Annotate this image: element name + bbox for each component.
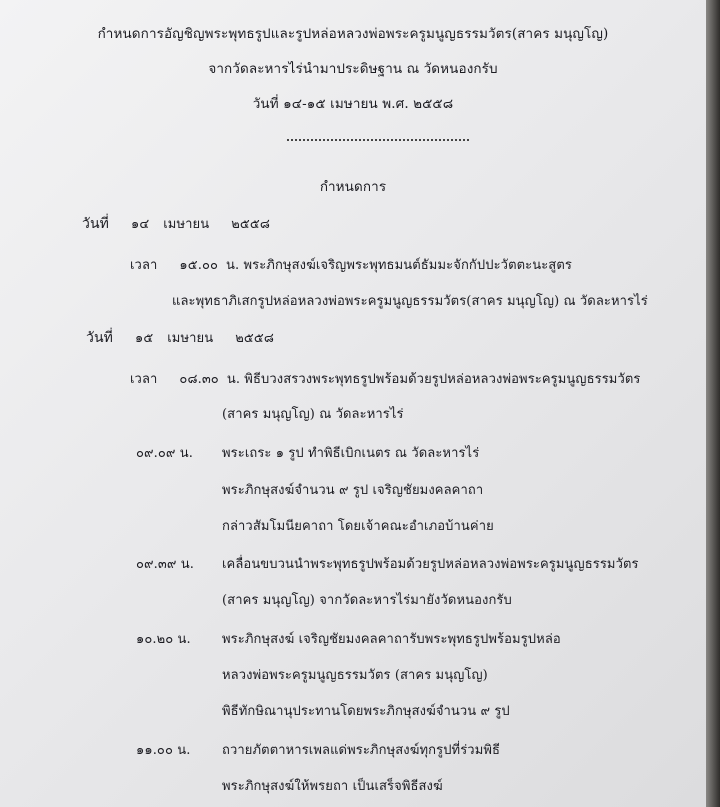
document-title: กำหนดการอัญชิญพระพุทธรูปและรูปหล่อหลวงพ่อพระครูมนูญธรรมวัตร(สาคร มนุญโญ)	[97, 26, 609, 42]
item3-line1: พระภิกษุสงฆ์ เจริญชัยมงคลคาถารับพระพุทธรูปพร้อมรูปหล่อ	[222, 632, 561, 647]
item4-line1: ถวายภัตตาหารเพลแด่พระภิกษุสงฆ์ทุกรูปที่ร่วมพิธี	[222, 743, 501, 758]
day1-date-row	[82, 213, 270, 235]
day2-time-label: เวลา	[130, 372, 158, 387]
day2-text-line1: น. พิธีบวงสรวงพระพุทธรูปพร้อมด้วยรูปหล่อหลวงพ่อพระครูมนูญธรรมวัตร	[226, 372, 641, 387]
item2-line1: เคลื่อนขบวนนำพระพุทธรูปพร้อมด้วยรูปหล่อหลวงพ่อพระครูมนูญธรรมวัตร	[222, 557, 639, 572]
day1-day: ๑๔	[130, 217, 150, 232]
page-edge-shadow	[706, 0, 720, 807]
day1-label: วันที่	[82, 216, 109, 232]
item4-line2: พระภิกษุสงฆ์ให้พรยถา เป็นเสร็จพิธีสงฆ์	[222, 779, 443, 794]
dotted-divider	[287, 139, 469, 141]
day2-year: ๒๕๕๘	[235, 331, 274, 346]
day2-label: วันที่	[86, 330, 113, 346]
day2-time-row	[130, 368, 640, 389]
document-date: วันที่ ๑๔-๑๕ เมษายน พ.ศ. ๒๕๕๘	[252, 96, 454, 112]
day2-day: ๑๕	[134, 331, 154, 346]
item1-line3: กล่าวสัมโมนียคาถา โดยเจ้าคณะอำเภอบ้านค่าย	[222, 519, 494, 534]
item4-time: ๑๑.๐๐ น.	[136, 743, 191, 758]
schedule-title: กำหนดการ	[319, 179, 387, 195]
day2-time: ๐๘.๓๐	[179, 372, 219, 387]
day1-time: ๑๕.๐๐	[179, 258, 219, 273]
item3-line2: หลวงพ่อพระครูมนูญธรรมวัตร (สาคร มนุญโญ)	[222, 668, 488, 683]
day2-text-line2: (สาคร มนุญโญ) ณ วัดละหารไร่	[222, 407, 404, 422]
item2-time: ๐๙.๓๙ น.	[136, 557, 194, 572]
item1-line1: พระเถระ ๑ รูป ทำพิธีเบิกเนตร ณ วัดละหารไร่	[222, 446, 480, 461]
item1-time: ๐๙.๐๙ น.	[136, 446, 193, 461]
day1-time-label: เวลา	[130, 258, 158, 273]
item3-time: ๑๐.๒๐ น.	[136, 632, 191, 647]
item2-line2: (สาคร มนุญโญ) จากวัดละหารไร่มายังวัดหนองกรับ	[222, 593, 512, 608]
day2-date-row	[86, 327, 274, 349]
item1-line2: พระภิกษุสงฆ์จำนวน ๙ รูป เจริญชัยมงคลคาถา	[222, 483, 484, 498]
day1-text-line1: น. พระภิกษุสงฆ์เจริญพระพุทธมนต์ธัมมะจักกัปปะวัตตะนะสูตร	[226, 258, 572, 273]
day1-text-line2: และพุทธาภิเสกรูปหล่อหลวงพ่อพระครูมนูญธรรมวัตร(สาคร มนุญโญ) ณ วัดละหารไร่	[172, 294, 648, 309]
day1-time-row	[130, 254, 572, 275]
day1-year: ๒๕๕๘	[231, 217, 270, 232]
day1-month: เมษายน	[163, 217, 210, 232]
day2-month: เมษายน	[167, 331, 214, 346]
document-subtitle: จากวัดละหารไร่นำมาประดิษฐาน ณ วัดหนองกรับ	[208, 61, 498, 77]
item3-line3: พิธีทักษิณานุประทานโดยพระภิกษุสงฆ์จำนวน ๙ รูป	[222, 704, 510, 719]
